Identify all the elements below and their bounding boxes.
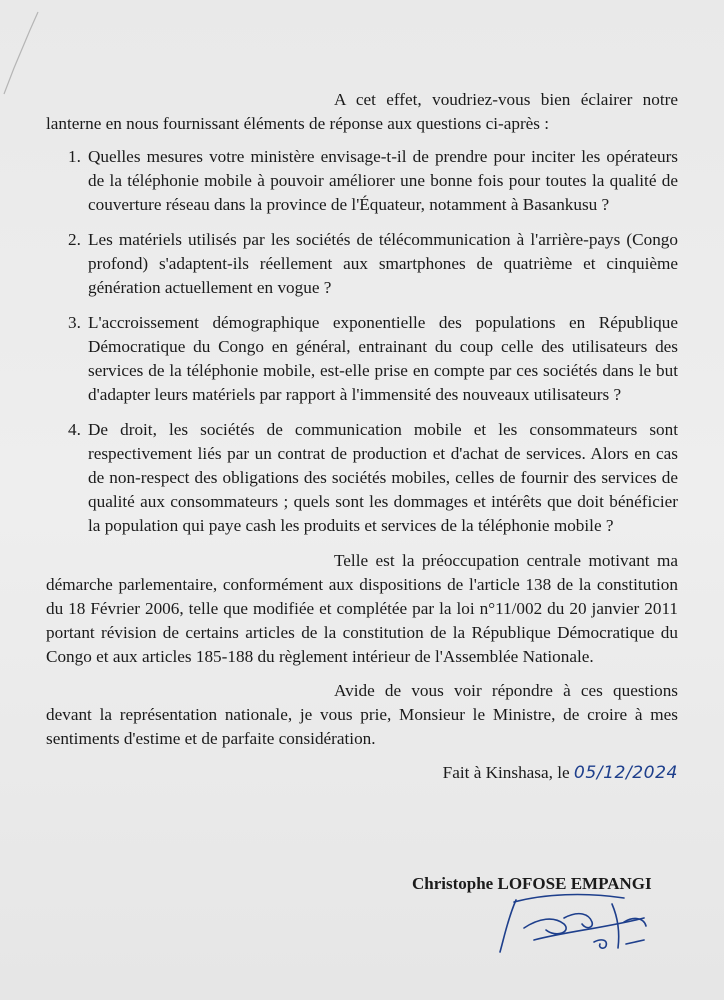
- question-item: [46, 145, 678, 217]
- handwritten-signature: [494, 888, 674, 958]
- handwritten-date: 05/12/2024: [573, 763, 678, 783]
- concern-paragraph: Telle est la préoccupation centrale motivant ma démarche parlementaire, conformément aux dispositions de l'article 138 de la constitution du 18 Février 2006, telle que modifiée et complétée par la loi n°11/002 du 20 janvier 2011 portant révision de certains articles de la constitution de la République Démocratique du Congo et aux articles 185-188 du règlement intérieur de l'Assemblée Nationale.: [46, 551, 678, 666]
- question-number: 4.: [68, 420, 81, 439]
- question-text: De droit, les sociétés de communication mobile et les consommateurs sont respectivement liés par un contrat de production et d'achat de services. Alors en cas de non-respect des obligations des sociétés mobiles, celles de fournir des services de qualité aux consommateurs ; quels sont les dommages et intérêts que doit bénéficier la population qui paye cash les produits et services de la téléphonie mobile ?: [88, 420, 678, 535]
- question-item: [46, 418, 678, 538]
- question-item: [46, 311, 678, 407]
- question-text: Les matériels utilisés par les sociétés de télécommunication à l'arrière-pays (Congo profond) s'adaptent-ils réellement aux smartphones de quatrième et cinquième génération actuellement en vogue ?: [88, 230, 678, 297]
- place-prefix: Fait à Kinshasa, le: [442, 763, 570, 782]
- question-number: 3.: [68, 313, 81, 332]
- intro-paragraph: A cet effet, voudriez-vous bien éclairer notre lanterne en nous fournissant éléments de réponse aux questions ci-après :: [46, 90, 678, 133]
- question-text: L'accroissement démographique exponentielle des populations en République Démocratique du Congo en général, entrainant du coup celle des utilisateurs des services de la téléphonie mobile, est-elle prise en compte par ces sociétés dans le but d'adapter leurs matériels par rapport à l'immensité des nouveaux utilisateurs ?: [88, 313, 678, 404]
- margin-pen-mark: [0, 8, 40, 98]
- closing-paragraph: Avide de vous voir répondre à ces questions devant la représentation nationale, je vous prie, Monsieur le Ministre, de croire à mes sentiments d'estime et de parfaite considération.: [46, 681, 678, 748]
- letter-body: [46, 88, 678, 785]
- question-list: [46, 145, 678, 538]
- place-date-line: [46, 761, 678, 785]
- question-text: Quelles mesures votre ministère envisage-t-il de prendre pour inciter les opérateurs de la téléphonie mobile à pouvoir améliorer une bonne fois pour toutes la qualité de couverture réseau dans la province de l'Équateur, notamment à Basankusu ?: [88, 147, 678, 214]
- signer-name: Christophe LOFOSE EMPANGI: [412, 874, 652, 893]
- question-item: [46, 228, 678, 300]
- question-number: 1.: [68, 147, 81, 166]
- question-number: 2.: [68, 230, 81, 249]
